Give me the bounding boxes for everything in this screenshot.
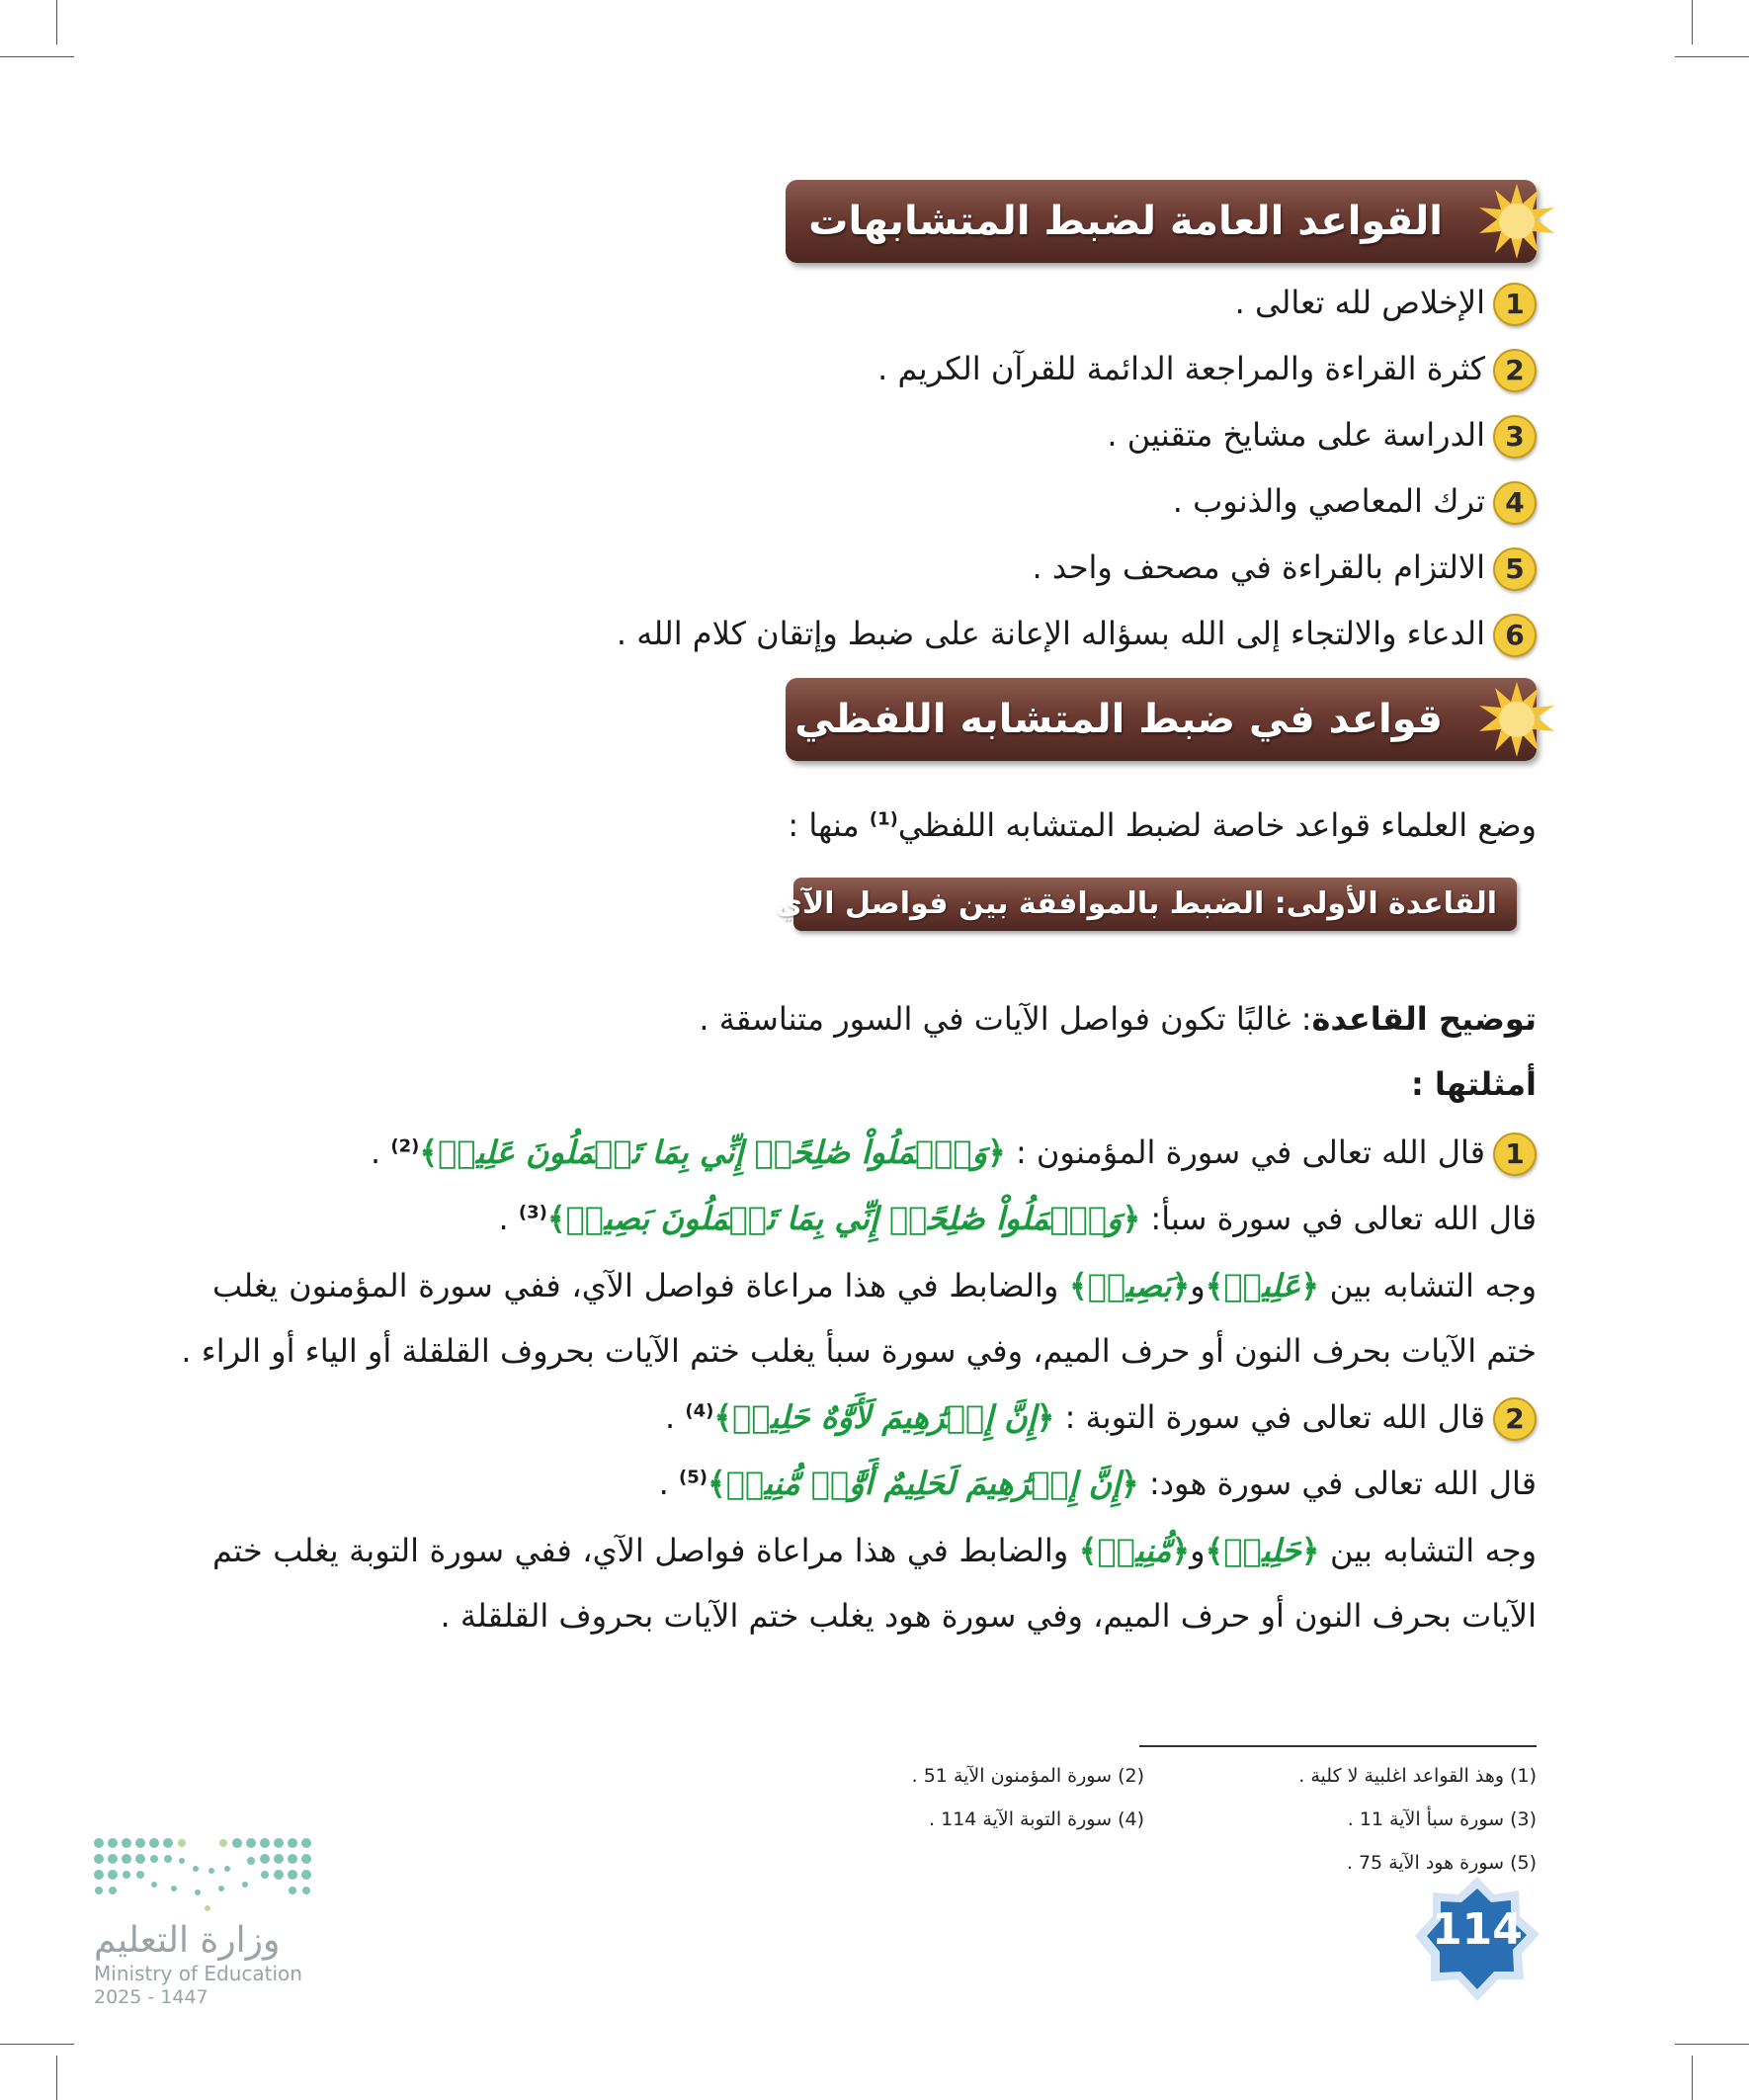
number-badge: 5	[1493, 547, 1537, 591]
list-item-text: ترك المعاصي والذنوب .	[1172, 482, 1485, 520]
ornate-bracket: ﴿	[1171, 1532, 1191, 1569]
crop-mark	[0, 56, 74, 57]
examples-heading	[1411, 1065, 1537, 1103]
explanation-line	[699, 1000, 1537, 1038]
ornate-bracket: ﴿	[1121, 1465, 1139, 1502]
quran-word: عَلِيمٞ	[1223, 1267, 1301, 1304]
example-verse-line: 2قال الله تعالى في سورة التوبة : ﴿إِنَّ إِبۡرَٰهِيمَ لَأَوَّٰهٌ حَلِيمٞ﴾$^{(4)}$ .	[665, 1397, 1537, 1441]
quran-verse: إِنَّ إِبۡرَٰهِيمَ لَحَلِيمٌ أَوَّٰهٞ مُّنِيبٞ	[725, 1465, 1122, 1502]
crop-mark	[1675, 2044, 1749, 2045]
footnote: (3) سورة سبأ الآية 11 .	[1347, 1808, 1537, 1830]
footnote-ref: (3)	[518, 1202, 547, 1223]
footnote-divider	[1139, 1745, 1537, 1747]
ministry-name-arabic: وزارة التعليم	[94, 1920, 281, 1961]
rule1-banner	[775, 878, 1517, 931]
page-number: 114	[1432, 1904, 1523, 1955]
ornate-bracket: ﴿	[1171, 1267, 1191, 1304]
intro-line	[788, 806, 1537, 844]
similarity-explanation	[212, 1267, 1537, 1304]
ornate-bracket: ﴿	[1300, 1267, 1319, 1304]
similarity-explanation	[212, 1532, 1537, 1569]
list-item	[1173, 479, 1537, 525]
crop-mark	[0, 2044, 74, 2045]
explanation-text: وجه التشابه بين	[1329, 1267, 1538, 1304]
number-badge: 1	[1493, 283, 1537, 326]
verse-intro: قال الله تعالى في سورة سبأ:	[1150, 1200, 1537, 1237]
list-item-text: الدعاء والالتجاء إلى الله بسؤاله الإعانة على ضبط وإتقان كلام الله .	[616, 615, 1485, 652]
section-banner-verbal-similarity	[786, 678, 1537, 761]
example-verse-line: 1قال الله تعالى في سورة المؤمنون : ﴿وَٱعۡمَلُواْ صَٰلِحًاۖ إِنِّي بِمَا تَعۡمَلُونَ عَلِيمٞ﴾$^{(2)}$ .	[371, 1133, 1537, 1176]
sun-icon	[1477, 182, 1556, 261]
quran-verse: وَٱعۡمَلُواْ صَٰلِحًاۖ إِنِّي بِمَا تَعۡمَلُونَ بَصِيرٞ	[565, 1200, 1123, 1237]
crop-mark	[1692, 2056, 1693, 2100]
examples-label: أمثلتها :	[1410, 1065, 1537, 1103]
footnote: (5) سورة هود الآية 75 .	[1346, 1852, 1537, 1874]
list-item	[1033, 546, 1537, 591]
example-verse-line: قال الله تعالى في سورة هود: ﴿إِنَّ إِبۡرَٰهِيمَ لَحَلِيمٌ أَوَّٰهٞ مُّنِيبٞ﴾$^{(5)}$ .	[658, 1465, 1537, 1502]
footnote-ref: (2)	[390, 1135, 420, 1157]
similarity-explanation-2: الآيات بحرف النون أو حرف الميم، وفي سورة هود يغلب ختم الآيات بحروف القلقلة .	[440, 1597, 1537, 1635]
ornate-bracket: ﴾	[1069, 1267, 1088, 1304]
ministry-year: 2025 - 1447	[94, 1986, 208, 2008]
list-item-text: الإخلاص لله تعالى .	[1234, 284, 1485, 321]
list-item	[617, 612, 1537, 657]
ornate-bracket: ﴿	[987, 1134, 1006, 1171]
list-item-text: الالتزام بالقراءة في مصحف واحد .	[1032, 548, 1485, 586]
explanation-text: : غالبًا تكون فواصل الآيات في السور متناسقة .	[699, 1000, 1312, 1038]
crop-mark	[1675, 56, 1749, 57]
list-item	[1235, 281, 1537, 326]
intro-text: وضع العلماء قواعد خاصة لضبط المتشابه اللفظي	[897, 806, 1537, 844]
footnote: (1) وهذ القواعد اغلبية لا كلية .	[1298, 1765, 1537, 1787]
number-badge: 2	[1493, 1397, 1537, 1441]
verse-intro: قال الله تعالى في سورة المؤمنون :	[1015, 1134, 1485, 1171]
section-banner-general-rules	[786, 180, 1537, 263]
ornate-bracket: ﴾	[713, 1398, 733, 1436]
list-item	[877, 347, 1537, 392]
footnote: (2) سورة المؤمنون الآية 51 .	[911, 1765, 1144, 1787]
ministry-name-english: Ministry of Education	[94, 1962, 302, 1985]
crop-mark	[1692, 0, 1693, 44]
ornate-bracket: ﴿	[1300, 1532, 1320, 1569]
ornate-bracket: ﴾	[1205, 1267, 1224, 1304]
footnote: (4) سورة التوبة الآية 114 .	[929, 1808, 1144, 1830]
conjunction: و	[1190, 1267, 1206, 1304]
ornate-bracket: ﴾	[419, 1134, 439, 1171]
quran-word: بَصِيرٞ	[1087, 1267, 1172, 1304]
verse-intro: قال الله تعالى في سورة هود:	[1148, 1465, 1537, 1502]
quran-word: مُّنِيبٞ	[1097, 1532, 1172, 1569]
number-badge: 1	[1493, 1133, 1537, 1176]
section-title: قواعد في ضبط المتشابه اللفظي	[794, 697, 1443, 742]
section-title: القواعد العامة لضبط المتشابهات	[808, 199, 1443, 244]
footnote-ref: (1)	[869, 808, 898, 830]
crop-mark	[56, 0, 57, 44]
ornate-bracket: ﴿	[1036, 1398, 1055, 1436]
ornate-bracket: ﴾	[1078, 1532, 1098, 1569]
intro-text-end: منها :	[788, 806, 870, 844]
crop-mark	[56, 2056, 57, 2100]
explanation-text: وجه التشابه بين	[1330, 1532, 1538, 1569]
ornate-bracket: ﴾	[1205, 1532, 1224, 1569]
number-badge: 4	[1493, 481, 1537, 525]
verse-intro: قال الله تعالى في سورة التوبة :	[1064, 1398, 1485, 1436]
explanation-text: والضابط في هذا مراعاة فواصل الآي، ففي سورة التوبة يغلب ختم	[212, 1532, 1069, 1569]
explanation-text: والضابط في هذا مراعاة فواصل الآي، ففي سورة المؤمنون يغلب	[212, 1267, 1059, 1304]
number-badge: 2	[1493, 349, 1537, 392]
rule1-title: القاعدة الأولى: الضبط بالموافقة بين فواصل الآي	[775, 886, 1497, 921]
quran-verse: وَٱعۡمَلُواْ صَٰلِحًاۖ إِنِّي بِمَا تَعۡمَلُونَ عَلِيمٞ	[438, 1134, 988, 1171]
sun-icon	[1477, 680, 1556, 759]
ornate-bracket: ﴾	[546, 1200, 566, 1237]
explanation-label: توضيح القاعدة	[1311, 1000, 1537, 1038]
quran-verse: إِنَّ إِبۡرَٰهِيمَ لَأَوَّٰهٌ حَلِيمٞ	[732, 1398, 1037, 1436]
number-badge: 3	[1493, 415, 1537, 459]
ornate-bracket: ﴿	[1122, 1200, 1141, 1237]
ministry-logo-icon	[89, 1823, 316, 1922]
quran-word: حَلِيمٞ	[1223, 1532, 1301, 1569]
similarity-explanation-2: ختم الآيات بحرف النون أو حرف الميم، وفي سورة سبأ يغلب ختم الآيات بحروف القلقلة أو الياء أو الراء .	[181, 1332, 1537, 1370]
example-verse-line: قال الله تعالى في سورة سبأ: ﴿وَٱعۡمَلُواْ صَٰلِحًاۖ إِنِّي بِمَا تَعۡمَلُونَ بَصِيرٞ﴾$^{(3)}$ .	[498, 1200, 1537, 1237]
list-item	[1107, 413, 1537, 459]
footnote-ref: (4)	[685, 1400, 714, 1422]
list-item-text: الدراسة على مشايخ متقنين .	[1107, 416, 1485, 454]
list-item-text: كثرة القراءة والمراجعة الدائمة للقرآن الكريم .	[877, 350, 1485, 387]
conjunction: و	[1190, 1532, 1206, 1569]
footnote-ref: (5)	[679, 1467, 708, 1488]
ornate-bracket: ﴾	[708, 1465, 726, 1502]
number-badge: 6	[1493, 614, 1537, 657]
